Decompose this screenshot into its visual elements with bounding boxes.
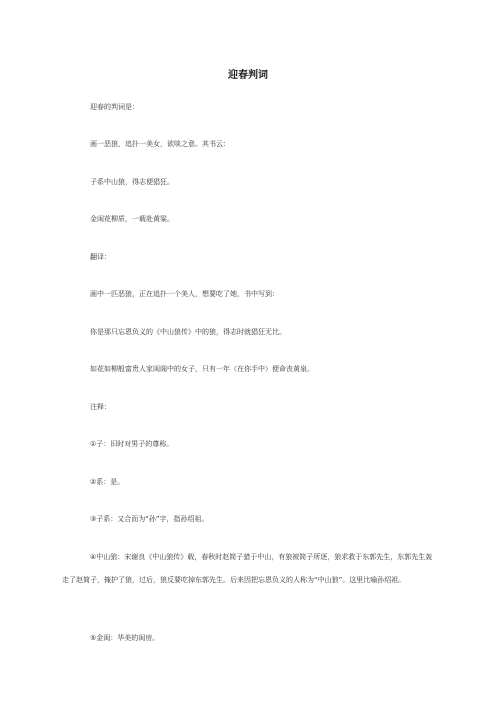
paragraph-translation-heading: 翻译：: [90, 253, 111, 261]
paragraph-verse-line-2: 金闺花柳质，一载赴黄粱。: [90, 215, 174, 223]
paragraph-note-2: ②系：是。: [90, 478, 125, 486]
paragraph-verse-line-1: 子系中山狼，得志便猖狂。: [90, 178, 174, 186]
paragraph-translation-3: 如花如柳般富贵人家闺阁中的女子，只有一年（在你手中）便命丧黄泉。: [90, 365, 314, 373]
paragraph-note-3: ③子系：又合而为“孙”字，指孙绍祖。: [90, 515, 209, 523]
paragraph-image-description: 画一恶狼，追扑一美女，欲啖之意。其书云：: [90, 140, 230, 148]
paragraph-note-5: ⑤金闺：华美的闺房。: [90, 634, 160, 642]
paragraph-translation-1: 画中一匹恶狼，正在追扑一个美人，想要吃了她，书中写到：: [90, 290, 279, 298]
paragraph-translation-2: 你是那只忘恩负义的《中山狼传》中的狼，得志时就猖狂无比。: [90, 328, 286, 336]
document-title: 迎春判词: [228, 70, 268, 81]
paragraph-note-1: ①子：旧时对男子的尊称。: [90, 440, 174, 448]
paragraph-notes-heading: 注释：: [90, 403, 111, 411]
paragraph-intro: 迎春的判词是：: [90, 103, 139, 111]
paragraph-note-4: ④中山狼：宋谢良《中山狼传》载，春秋时赵简子猎于中山，有狼被简子所逐，狼求救于东郭先生，东郭先生轰走了赵简子，掩护了狼，过后，狼反要吃掉东郭先生。后来因把忘恩负义的人称为“中山狼”。这里比喻孙绍祖。: [62, 553, 433, 584]
